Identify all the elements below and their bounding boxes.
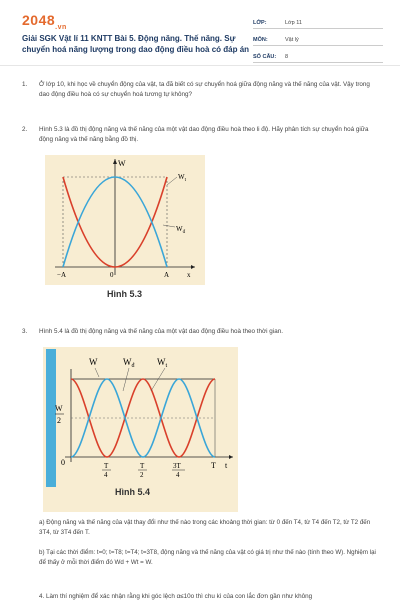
question-4-partial: 4. Làm thí nghiệm để xác nhận rằng khi góc lệch α≤10o thì chu kì của con lắc đơn gần như không bbox=[39, 593, 313, 600]
x-tick-half-num: T bbox=[140, 462, 145, 470]
question-3-part-a: a) Động năng và thế năng của vật thay đổi như thế nào trong các khoảng thời gian: từ 0 đến T4, từ T4 đến T2, từ T2 đến 3T4, từ 3T4 đến T. bbox=[39, 519, 371, 536]
y-label-half-num: W bbox=[55, 404, 63, 413]
question-3-part-b: b) Tại các thời điểm: t=0; t=T8; t=T4; t=3T8, động năng và thế năng của vật có giá trị như thế nào (tính theo W). Nghiệm lại để thấy ở mỗi thời điểm đó Wd + Wt = W. bbox=[39, 549, 376, 566]
x-tick-quarter-num: T bbox=[104, 462, 109, 470]
meta-row-subject: MÔN: Vật lý bbox=[253, 31, 383, 46]
site-logo[interactable]: $2048_{.vn}$ bbox=[22, 12, 67, 31]
wd-label: $W_đ$ bbox=[176, 225, 186, 235]
question-1: 1. Ở lớp 10, khi học về chuyển động của vật, ta đã biết có sự chuyển hoá giữa động năng và thế năng của vật. Vậy trong dao động điều hoà có sự chuyển hoá tương tự không? bbox=[22, 81, 370, 98]
x-tick-neg-a: −A bbox=[57, 271, 67, 279]
x-axis-label: x bbox=[187, 271, 191, 279]
wd-label: $W_đ$ bbox=[123, 357, 135, 369]
y-axis-label: W bbox=[118, 159, 126, 168]
wt-label: $W_t$ bbox=[178, 173, 186, 183]
x-tick-3quarter-den: 4 bbox=[176, 471, 180, 479]
page-header bbox=[0, 0, 400, 60]
question-2: 2. Hình 5.3 là đồ thị động năng và thế năng của một vật dao động điều hoà theo li độ. Hãy phân tích sự chuyển hoá giữa động năng và thế năng bằng đồ thị. bbox=[22, 126, 369, 143]
energy-vs-position-graph bbox=[45, 155, 205, 285]
header-divider bbox=[0, 65, 400, 66]
x-tick-half-den: 2 bbox=[140, 471, 144, 479]
question-3: 3. Hình 5.4 là đồ thị động năng và thế năng của một vật dao động điều hoà theo thời gian. bbox=[22, 328, 283, 335]
y-label-half-den: 2 bbox=[57, 416, 61, 425]
meta-box bbox=[253, 14, 383, 65]
wt-label: $W_t$ bbox=[157, 357, 168, 369]
x-tick-a: A bbox=[164, 271, 170, 279]
x-tick-quarter-den: 4 bbox=[104, 471, 108, 479]
figure-5-4-caption: Hình 5.4 bbox=[115, 487, 151, 497]
document-title: Giải SGK Vật lí 11 KNTT Bài 5. Động năng. Thế năng. Sự chuyển hoá năng lượng trong dao động điều hoà có đáp án bbox=[22, 34, 250, 54]
origin-label: 0 bbox=[61, 458, 65, 467]
x-axis-label: t bbox=[225, 461, 228, 470]
x-tick-period: T bbox=[211, 461, 216, 470]
x-tick-3quarter-num: 3T bbox=[173, 462, 181, 470]
meta-row-class: LỚP: Lớp 11 bbox=[253, 14, 383, 29]
meta-row-count: SỐ CÂU: 8 bbox=[253, 48, 383, 63]
figure-5-3 bbox=[45, 155, 205, 285]
left-decor-band bbox=[46, 349, 56, 487]
figure-5-3-caption: Hình 5.3 bbox=[107, 289, 143, 299]
x-tick-origin: 0 bbox=[110, 271, 114, 279]
w-label: W bbox=[89, 357, 98, 367]
